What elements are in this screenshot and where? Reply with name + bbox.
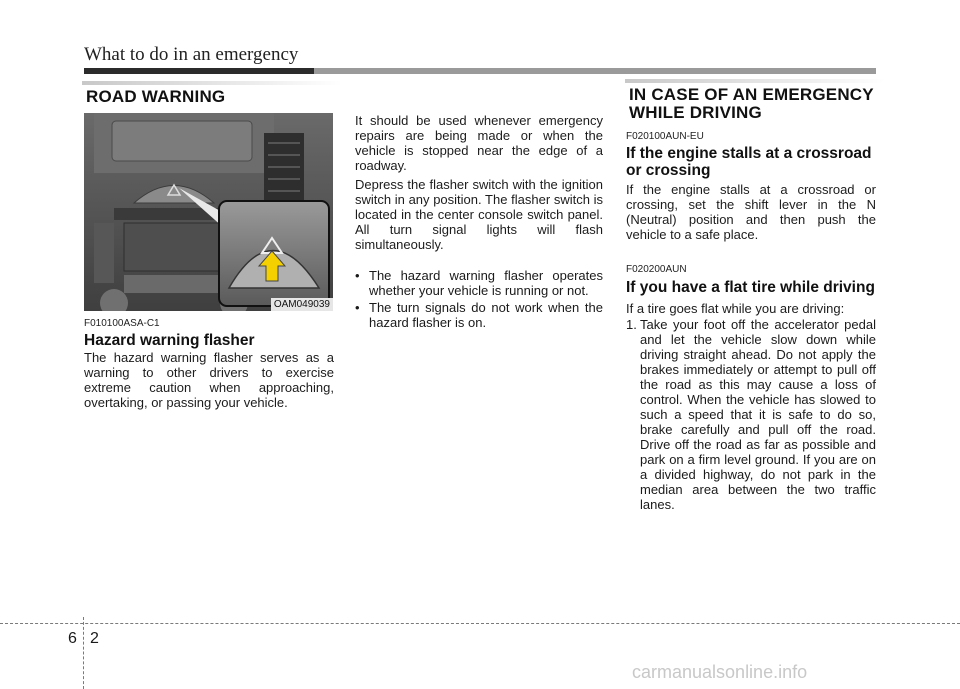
subtitle-engine-stalls: If the engine stalls at a crossroad or crossing (626, 145, 872, 179)
chapter-number: 6 (68, 630, 77, 647)
bullet-symbol: • (355, 268, 360, 283)
bullet-text: The turn signals do not work when the hazard flasher is on. (369, 300, 603, 330)
footer-rule (0, 623, 960, 624)
watermark: carmanualsonline.info (632, 662, 808, 682)
subtitle-flat-tire: If you have a flat tire while driving (626, 279, 875, 296)
paragraph-engine-stalls: If the engine stalls at a crossroad or crossing, set the shift lever in the N (Neutral) position and then push the vehicle to a safe place. (626, 182, 876, 242)
list-item (355, 300, 603, 330)
paragraph-flasher-switch: Depress the flasher switch with the ignition switch in any position. The flasher switch is located in the center console switch panel. All turn signal lights will flash simultaneously. (355, 177, 603, 252)
section-title-line: IN CASE OF AN EMERGENCY (629, 85, 874, 104)
list-item (355, 268, 603, 298)
footer-divider (83, 617, 84, 689)
doc-code: F010100ASA-C1 (84, 318, 160, 329)
page-number: 2 (90, 630, 99, 647)
list-item (626, 317, 876, 512)
hazard-switch-photo (84, 113, 333, 311)
bullet-list (355, 268, 603, 332)
doc-code: F020100AUN-EU (626, 131, 704, 142)
dashboard-illustration (84, 113, 333, 311)
header-rule (84, 68, 876, 74)
photo-code: OAM049039 (271, 298, 333, 311)
bullet-symbol: • (355, 300, 360, 315)
section-title-line: WHILE DRIVING (629, 103, 762, 122)
paragraph-usage: It should be used whenever emergency repairs are being made or when the vehicle is stopped near the edge of a roadway. (355, 113, 603, 173)
step-text: Take your foot off the accelerator pedal and let the vehicle slow down while driving straight ahead. Do not apply the brakes immediately or attempt to pull off the road as this may cause a loss of control. When the vehicle has slowed to such a speed that it is safe to do so, brake carefully and pull off the road. Drive off the road as far as possible and park on a firm level ground. If you are on a divided highway, do not park in the median area between the two traffic lanes. (640, 317, 876, 512)
chapter-title: What to do in an emergency (84, 44, 299, 65)
section-title-bar (625, 79, 885, 83)
bullet-text: The hazard warning flasher operates whether your vehicle is running or not. (369, 268, 603, 298)
step-number: 1. (626, 317, 637, 332)
subtitle-hazard-flasher: Hazard warning flasher (84, 332, 255, 349)
section-title-road-warning (86, 88, 225, 106)
section-title-bar (82, 81, 342, 85)
steps-list (626, 317, 876, 512)
section-title-emergency (629, 86, 874, 122)
section-title-text: ROAD WARNING (86, 87, 226, 106)
paragraph-flat-tire-intro: If a tire goes flat while you are driving: (626, 301, 845, 316)
paragraph-hazard-flasher: The hazard warning flasher serves as a warning to other drivers to exercise extreme caution when approaching, overtaking, or passing your vehicle. (84, 350, 334, 410)
doc-code: F020200AUN (626, 264, 687, 275)
